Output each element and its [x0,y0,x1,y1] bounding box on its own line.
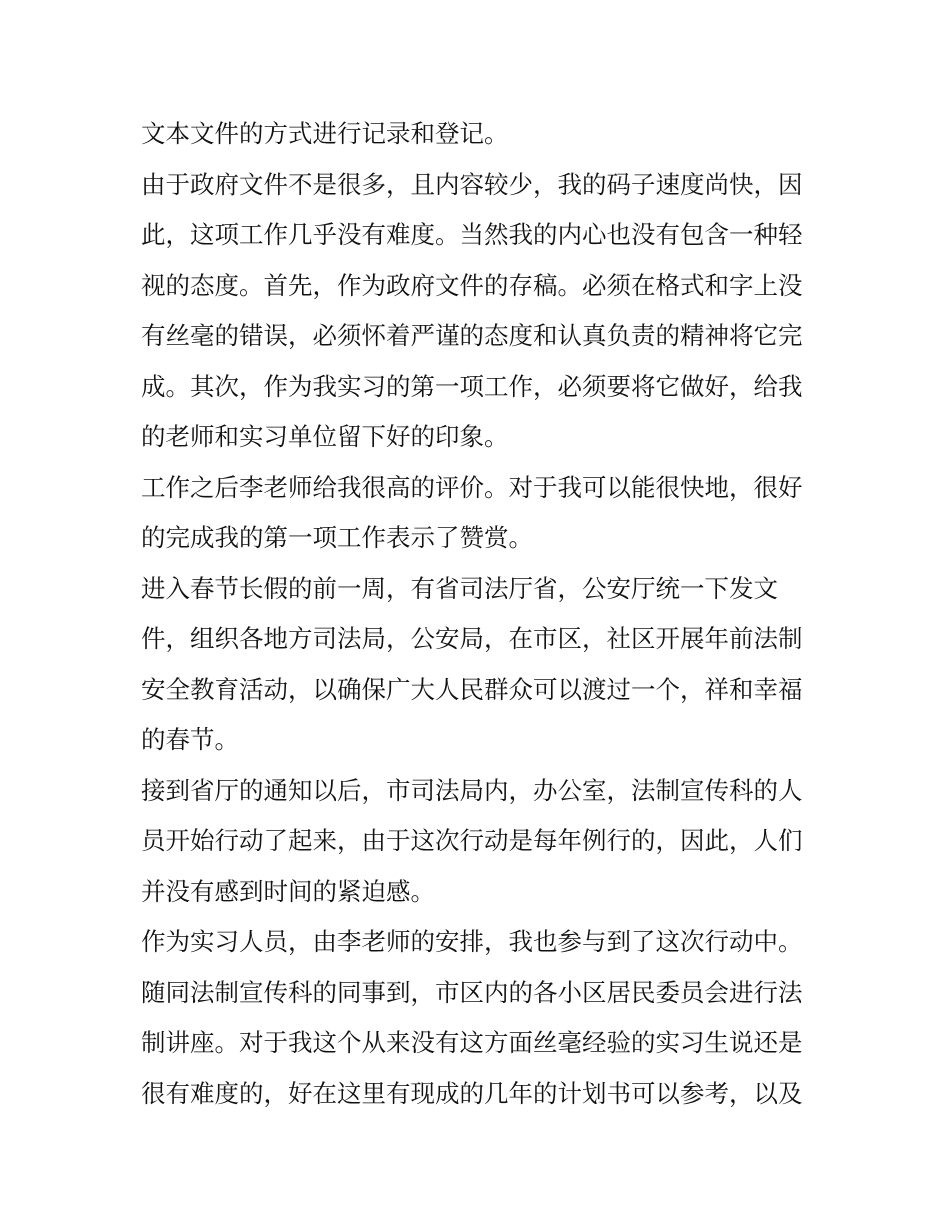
text-line: 安全教育活动，以确保广大人民群众可以渡过一个，祥和幸福 [141,674,803,704]
text-line: 员开始行动了起来，由于这次行动是每年例行的，因此，人们 [141,826,803,855]
text-line: 件，组织各地方司法局，公安局，在市区，社区开展年前法制 [141,624,803,653]
text-line: 的春节。 [141,725,239,754]
text-line: 制讲座。对于我这个从来没有这方面丝毫经验的实习生说还是 [141,1028,803,1057]
text-line: 随同法制宣传科的同事到，市区内的各小区居民委员会进行法 [141,977,803,1007]
document-body [141,109,821,1119]
text-line: 有丝毫的错误，必须怀着严谨的态度和认真负责的精神将它完 [141,321,803,350]
text-line: 由于政府文件不是很多，且内容较少，我的码子速度尚快，因 [141,169,803,199]
text-line: 视的态度。首先，作为政府文件的存稿。必须在格式和字上没 [141,270,803,300]
text-line: 的老师和实习单位留下好的印象。 [141,422,509,451]
text-line: 文本文件的方式进行记录和登记。 [141,119,509,148]
text-line: 此，这项工作几乎没有难度。当然我的内心也没有包含一种轻 [141,220,803,249]
text-line: 的完成我的第一项工作表示了赞赏。 [141,523,533,552]
text-line: 成。其次，作为我实习的第一项工作，必须要将它做好，给我 [141,371,803,401]
text-line: 进入春节长假的前一周，有省司法厅省，公安厅统一下发文 [141,573,778,603]
text-line: 作为实习人员，由李老师的安排，我也参与到了这次行动中。 [141,927,803,956]
text-line: 并没有感到时间的紧迫感。 [141,876,435,906]
text-line: 很有难度的，好在这里有现成的几年的计划书可以参考，以及 [141,1078,803,1108]
text-line: 工作之后李老师给我很高的评价。对于我可以能很快地，很好 [141,472,803,502]
text-line: 接到省厅的通知以后，市司法局内，办公室，法制宣传科的人 [141,775,803,805]
